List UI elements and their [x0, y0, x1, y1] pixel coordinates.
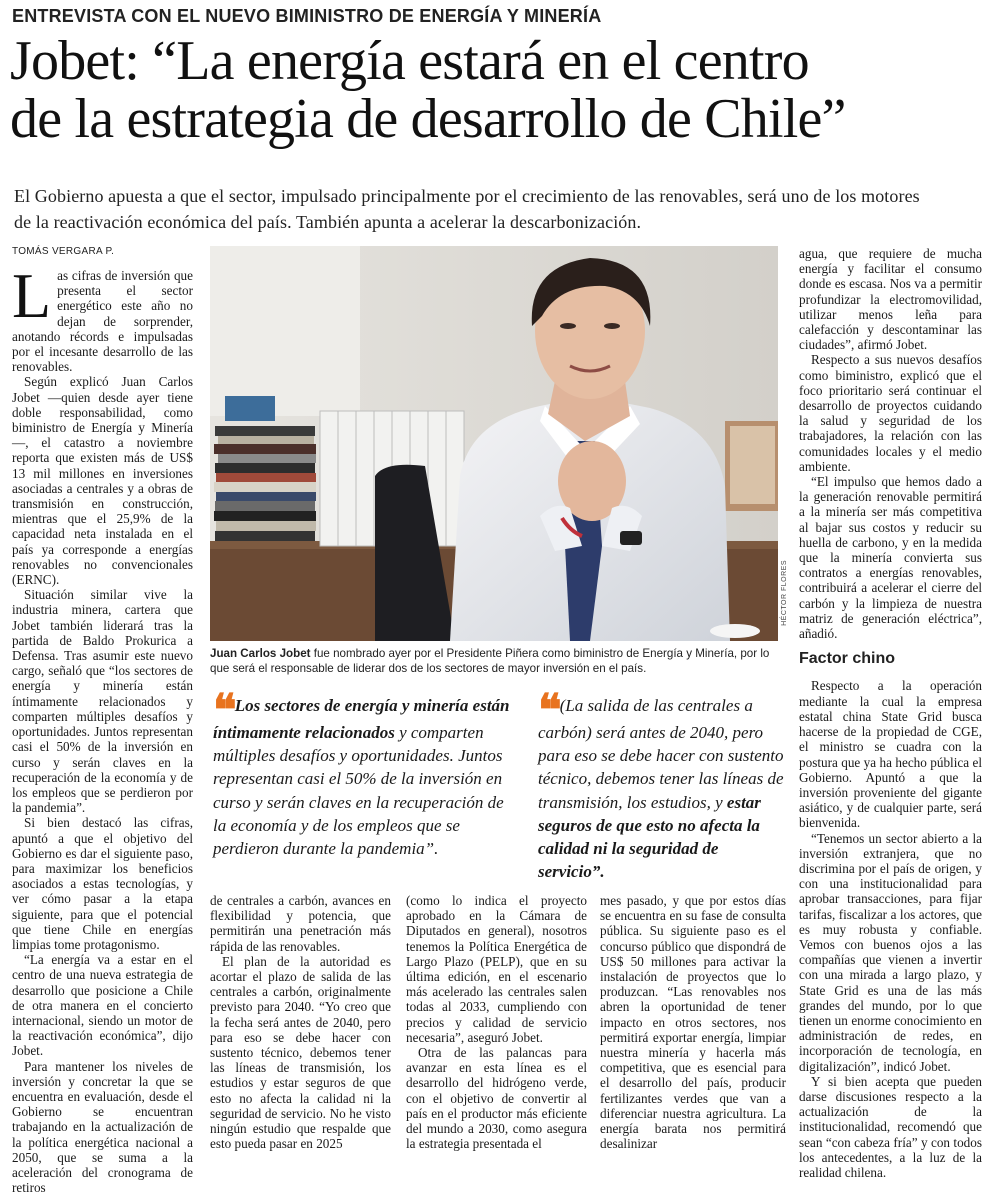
portrait-photo-illustration: [210, 246, 778, 641]
article-column-1: [12, 260, 193, 1195]
quote-mark-icon: ❝: [213, 686, 231, 735]
column-2-paragraph: El plan de la autoridad es acortar el plazo de salida de las centrales a carbón, originalmente previsto para 2040. “Yo creo que la fecha será antes de 2040, pero para eso se debe hacer con sustento técnico, debemos tener las líneas de transmisión, los estudios y estar seguros de que esto no afecta la calidad ni la seguridad de servicio. No he visto ningún estudio que respalde que esto pueda pasar en 2025: [210, 953, 391, 1152]
article-column-3: [406, 893, 587, 1151]
pull-quote-1-text: y comparten múltiples desafíos y oportunidades. Juntos representan casi el 50% de la inversión en curso y serán claves en la recuperación de la economía y de los empleos que se perdieron durante la pandemia”.: [213, 723, 504, 859]
column-1-paragraph: Para mantener los niveles de inversión y concretar la que se encuentra en evaluación, desde el Gobierno se encuentran trabajando en la actualización de la política energética nacional a 2050, que se suma a la aceleración del cronograma de retiros: [12, 1058, 193, 1195]
portrait-photo: [210, 246, 778, 641]
pull-quote-2-text: (La salida de las centrales a carbón) será antes de 2040, pero para eso se debe hacer con sustento técnico, debemos tener las líneas de transmisión, los estudios, y: [538, 696, 784, 812]
photo-credit: HÉCTOR FLORES: [781, 560, 788, 626]
column-5-paragraph: agua, que requiere de mucha energía y facilitar el consumo donde es escasa. Nos va a permitir profundizar la electromovilidad, utilizar menos leña para calefacción y descontaminar las ciudades”, afirmó Jobet.: [799, 246, 982, 353]
column-4-paragraph: mes pasado, y que por estos días se encuentra en su fase de consulta pública. Su siguiente paso es el concurso público que dispondrá de US$ 50 millones para activar la instalación de proyectos que lo produzcan. “Las renovables nos abren la oportunidad de tener impacto en otros sectores, nos permitirá exportar energía, limpiar nuestra minería y hacerla más competitiva, que es esencial para el desarrollo del país, producir fertilizantes verdes que van a diferenciar nuestra agricultura. La energía barata nos permitirá desalinizar: [600, 893, 786, 1152]
column-1-paragraph: Situación similar vive la industria minera, cartera que Jobet también liderará tras la partida de Baldo Prokurica a Defensa. Tras asumir este nuevo cargo, señaló que “los sectores de energía y minería están íntimamente relacionados y comparten múltiples desafíos y oportunidades. Juntos representan casi el 50% de la inversión en curso y serán claves en la recuperación de la economía y de los empleos que se perdieron por la pandemia”.: [12, 587, 193, 816]
headline-line-1: Jobet: “La energía estará en el centro: [10, 30, 809, 92]
column-3-paragraph: Otra de las palancas para avanzar en esta línea es el desarrollo del hidrógeno verde, con el objetivo de convertir al país en el productor más eficiente del mundo a 2030, como asegura la estrategia presentada el: [406, 1045, 587, 1152]
article-headline: [10, 32, 985, 148]
column-2-paragraph: de centrales a carbón, avances en flexibilidad y potencia, que permitirán una penetración más rápida de las renovables.: [210, 893, 391, 954]
column-1-paragraph: Si bien destacó las cifras, apuntó a que el objetivo del Gobierno es dar el siguiente paso, para maximizar los beneficios asociados a estas tecnologías, y ver cómo pasar a la etapa siguiente, para que el potencial que tiene Chile en energías limpias tome protagonismo.: [12, 815, 193, 952]
pull-quote-2-bold: estar seguros de que esto no afecta la calidad ni la seguridad de servicio”.: [538, 792, 761, 882]
caption-text: fue nombrado ayer por el Presidente Piñera como biministro de Energía y Minería, por lo que será el responsable de liderar dos de los sectores de mayor inversión en el país.: [210, 647, 770, 675]
quote-mark-icon: ❝: [538, 686, 556, 735]
article-lead: [14, 183, 979, 235]
column-5-paragraph: Y si bien acepta que pueden darse discusiones respecto a la actualización de la institucionalidad, recomendó que sean “con cabeza fría” y con todos los antecedentes, a la luz de la realidad chilena.: [799, 1073, 982, 1180]
lead-line-1: El Gobierno apuesta a que el sector, impulsado principalmente por el crecimiento de las renovables, será uno de los motores: [14, 186, 920, 206]
column-5-paragraph: Respecto a la operación mediante la cual la empresa estatal china State Grid busca hacerse de la propiedad de CGE, el ministro se cuadra con la postura que ya ha hecho pública el Gobierno. Apuntó a que la inversión proveniente del gigante asiático, y de cualquier parte, será bienvenida.: [799, 678, 982, 831]
lead-line-2: de la reactivación económica del país. También apunta a acelerar la descarbonización.: [14, 212, 642, 232]
article-column-2: [210, 893, 391, 1151]
drop-cap: L: [12, 260, 52, 331]
article-column-5: [799, 246, 982, 1180]
column-3-paragraph: (como lo indica el proyecto aprobado en la Cámara de Diputados en general), nosotros tenemos la Política Energética de Largo Plazo (PELP), que en su última edición, en el escenario más acelerado las centrales salen todas al 2033, cumpliendo con precios y calidad de servicio necesaria”, aseguró Jobet.: [406, 893, 587, 1045]
pull-quote-1: [213, 686, 513, 860]
column-1-paragraph: “La energía va a estar en el centro de una nueva estrategia de desarrollo que posicione a Chile de otra manera en el concierto internacional, siendo un motor de la reactivación económica”, dijo Jobet.: [12, 952, 193, 1059]
caption-name: Juan Carlos Jobet: [210, 647, 311, 660]
column-5-paragraph: Respecto a sus nuevos desafíos como biministro, explicó que el foco prioritario será continuar el desarrollo de proyectos cuidando la salud y seguridad de los trabajadores, la relación con las comunidades locales y el medio ambiente.: [799, 352, 982, 474]
article-column-4: [600, 893, 786, 1151]
pull-quote-2: [538, 686, 786, 883]
paragraph-text: as cifras de inversión que presenta el sector energético este año no dejan de sorprender, anotando récords e impulsadas por el incesante desarrollo de las renovables.: [12, 268, 193, 375]
subheading-factor-chino: Factor chino: [799, 650, 896, 668]
column-5-paragraph: “Tenemos un sector abierto a la inversión extranjera, que no discrimina por el país de origen, y con una institucionalidad para aprobar transacciones, para fijar tarifas, fiscalizar a los actores, que es muy robusta y confiable. Vemos con buenos ojos a las compañías que vienen a invertir con una mirada a largo plazo, y State Grid es una de las más grandes del mundo, por lo que tienen un enorme conocimiento en administración de redes, en incorporación de tecnología, en digitalización”, indicó Jobet.: [799, 830, 982, 1074]
byline: TOMÁS VERGARA P.: [12, 246, 115, 257]
photo-caption: [210, 647, 782, 676]
column-1-paragraph: [12, 260, 193, 375]
column-5-paragraph: “El impulso que hemos dado a la generación renovable permitirá a la minería ser más competitiva al bajar sus costos y reducir su huella de carbono, y en la medida que la minería convierta sus contratos a energías renovables, contribuirá a acelerar el cierre del carbón y la limpieza de nuestra matriz de generación eléctrica”, añadió.: [799, 474, 982, 642]
headline-line-2: de la estrategia de desarrollo de Chile”: [10, 88, 846, 150]
article-kicker: ENTREVISTA CON EL NUEVO BIMINISTRO DE ENERGÍA Y MINERÍA: [12, 6, 602, 26]
pull-quote-1-bold: Los sectores de energía y minería están íntimamente relacionados: [213, 696, 510, 742]
column-1-paragraph: Según explicó Juan Carlos Jobet —quien desde ayer tiene doble responsabilidad, como biministro de Energía y Minería—, el catastro a noviembre reporta que existen más de US$ 13 mil millones en inversiones asociadas a centrales y a obras de transmisión en construcción, mientras que el 25,9% de la capacidad neta instalada en el país ya corresponde a energías renovables no convencionales (ERNC).: [12, 374, 193, 588]
